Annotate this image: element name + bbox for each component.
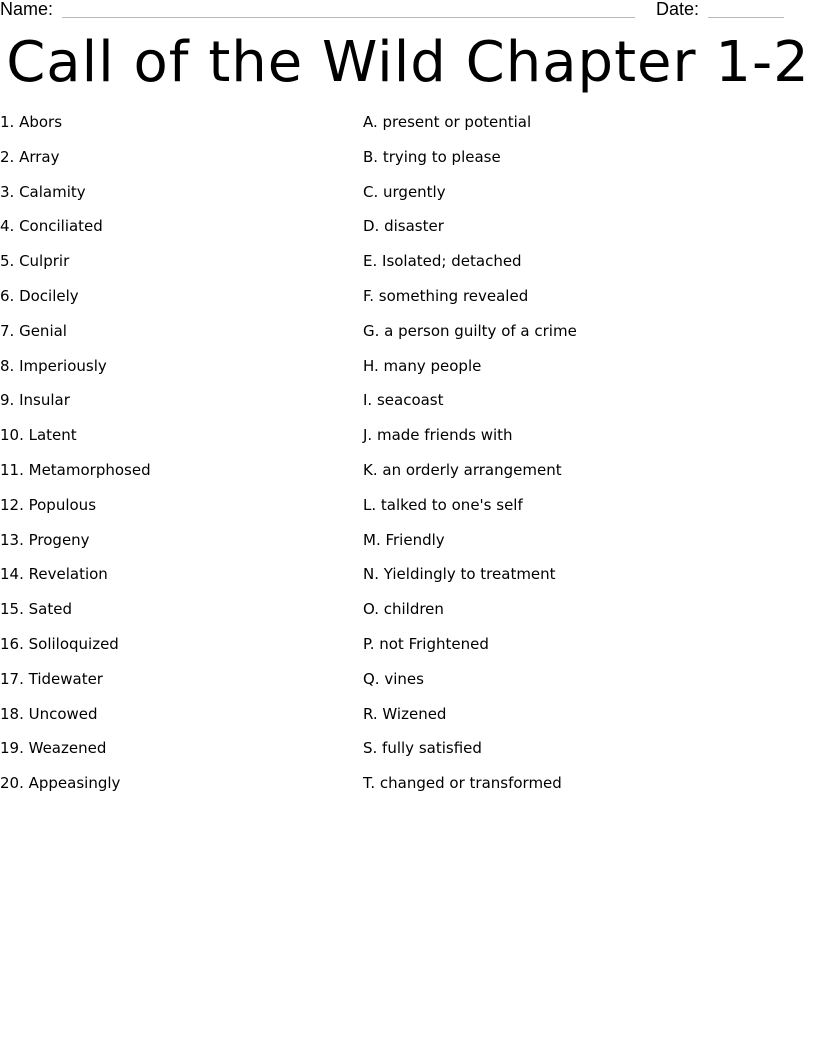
term-item: 18. Uncowed — [0, 704, 98, 723]
definition-item: A. present or potential — [363, 113, 532, 131]
definition-item: J. made friends with — [363, 426, 513, 445]
term-item: 1. Abors — [0, 113, 63, 131]
definition-item: T. changed or transformed — [363, 774, 562, 793]
definition-item: P. not Frightened — [363, 634, 489, 653]
date-blank-line — [708, 17, 784, 18]
definition-item: C. urgently — [363, 182, 446, 201]
definitions-column — [363, 111, 803, 807]
term-item: 17. Tidewater — [0, 669, 103, 688]
worksheet-header — [0, 0, 816, 24]
term-item: 13. Progeny — [0, 530, 90, 549]
term-item: 15. Sated — [0, 600, 72, 619]
term-item: 6. Docilely — [0, 286, 79, 305]
term-item: 19. Weazened — [0, 739, 107, 758]
definition-item: M. Friendly — [363, 530, 445, 549]
definition-item: B. trying to please — [363, 147, 501, 166]
term-item: 14. Revelation — [0, 565, 108, 584]
terms-column — [0, 111, 340, 807]
definition-item: K. an orderly arrangement — [363, 460, 562, 479]
term-item: 12. Populous — [0, 495, 97, 514]
definition-item: O. children — [363, 600, 444, 619]
definition-item: R. Wizened — [363, 704, 447, 723]
term-item: 2. Array — [0, 147, 60, 166]
definition-item: S. fully satisfied — [363, 739, 482, 758]
term-item: 4. Conciliated — [0, 217, 103, 236]
term-item: 10. Latent — [0, 426, 77, 445]
term-item: 8. Imperiously — [0, 356, 107, 375]
term-item: 16. Soliloquized — [0, 634, 119, 653]
definition-item: I. seacoast — [363, 391, 444, 410]
term-item: 9. Insular — [0, 391, 70, 410]
definition-item: N. Yieldingly to treatment — [363, 565, 556, 584]
definition-item: H. many people — [363, 356, 482, 375]
term-item: 20. Appeasingly — [0, 774, 121, 793]
name-label: Name: — [0, 0, 54, 19]
date-label: Date: — [656, 0, 700, 19]
definition-item: F. something revealed — [363, 286, 529, 305]
definition-item: G. a person guilty of a crime — [363, 321, 577, 340]
definition-item: Q. vines — [363, 669, 424, 688]
term-item: 5. Culprir — [0, 252, 70, 271]
term-item: 11. Metamorphosed — [0, 460, 151, 479]
page-title: Call of the Wild Chapter 1-2 — [6, 30, 810, 95]
term-item: 3. Calamity — [0, 182, 86, 201]
definition-item: D. disaster — [363, 217, 444, 236]
definition-item: E. Isolated; detached — [363, 252, 522, 271]
term-item: 7. Genial — [0, 321, 67, 340]
definition-item: L. talked to one's self — [363, 495, 523, 514]
name-blank-line — [62, 17, 635, 18]
